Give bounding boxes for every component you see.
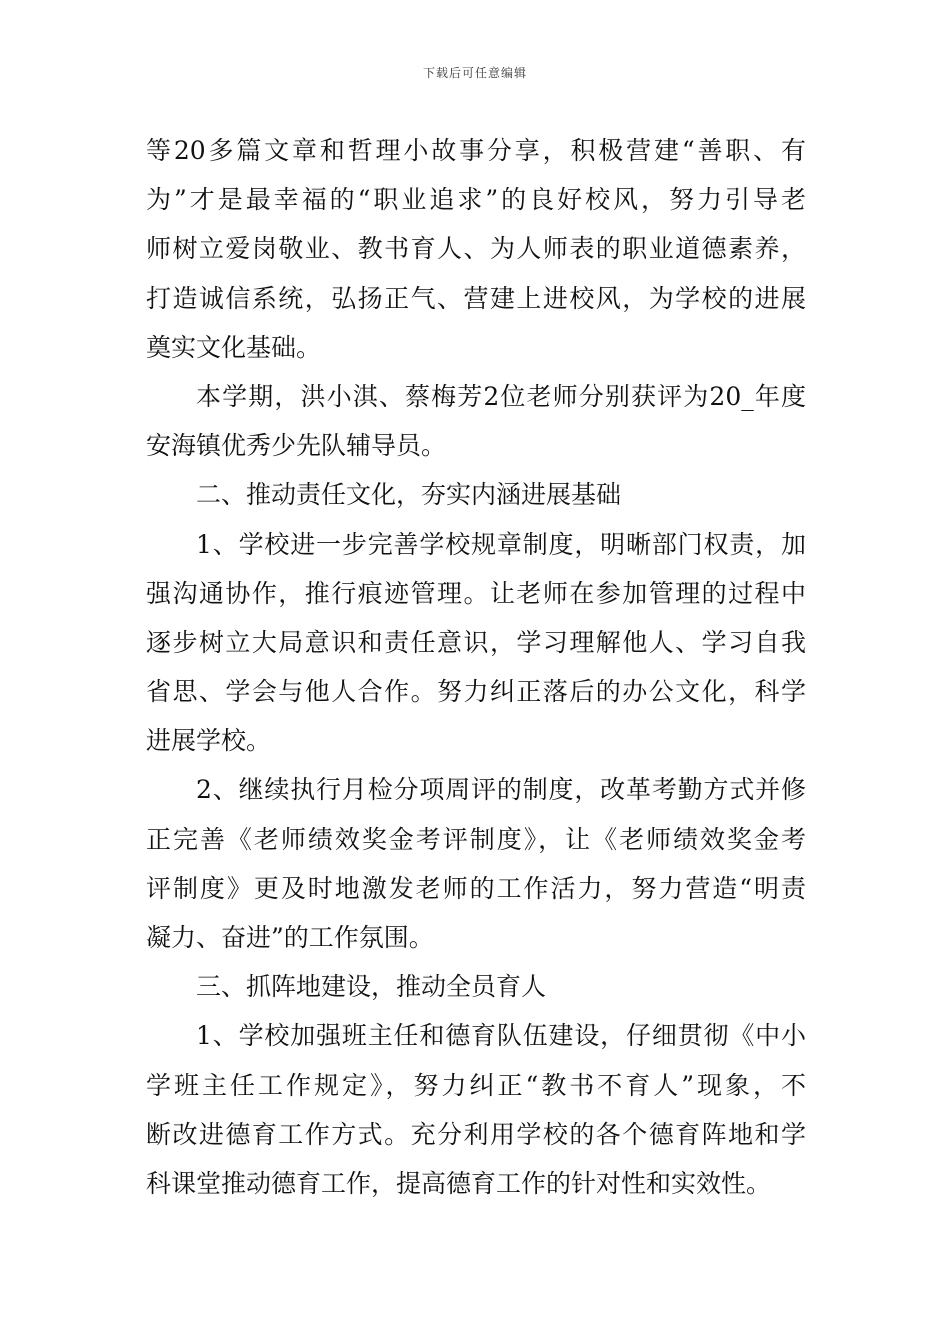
text-line-14: 2、继续执行月检分项周评的制度，改革考勤方式并修 — [196, 775, 806, 805]
text-line-16: 评制度》更及时地激发老师的工作活力，努力营造“明责 — [146, 873, 806, 903]
page-header: 下载后可任意编辑 — [422, 66, 527, 80]
text-line-22: 科课堂推动德育工作，提高德育工作的针对性和实效性。 — [146, 1168, 772, 1198]
text-line-13: 进展学校。 — [146, 726, 272, 756]
text-line-12: 省思、学会与他人合作。努力纠正落后的办公文化，科学 — [146, 677, 806, 707]
text-line-2: 为”才是最幸福的“职业追求”的良好校风，努力引导老 — [146, 185, 806, 215]
text-line-1: 等20多篇文章和哲理小故事分享，积极营建“善职、有 — [146, 136, 806, 165]
text-line-10: 强沟通协作，推行痕迹管理。让老师在参加管理的过程中 — [146, 578, 806, 608]
text-line-7: 安海镇优秀少先队辅导员。 — [146, 431, 447, 461]
section-heading-2: 二、推动责任文化，夯实内涵进展基础 — [196, 480, 622, 510]
text-line-21: 断改进德育工作方式。充分利用学校的各个德育阵地和学 — [146, 1119, 806, 1149]
text-line-15: 正完善《老师绩效奖金考评制度》，让《老师绩效奖金考 — [146, 824, 806, 854]
section-heading-3: 三、抓阵地建设，推动全员育人 — [196, 972, 547, 1002]
text-line-11: 逐步树立大局意识和责任意识，学习理解他人、学习自我 — [146, 627, 806, 657]
text-line-19: 1、学校加强班主任和德育队伍建设，仔细贯彻《中小 — [196, 1021, 806, 1051]
document-body — [146, 126, 806, 1208]
text-line-3: 师树立爱岗敬业、教书育人、为人师表的职业道德素养， — [146, 234, 806, 264]
text-line-17: 凝力、奋进”的工作氛围。 — [146, 923, 434, 952]
text-line-9: 1、学校进一步完善学校规章制度，明晰部门权责，加 — [196, 529, 806, 559]
text-line-6: 本学期，洪小淇、蔡梅芳2位老师分别获评为20_年度 — [196, 381, 806, 411]
text-line-5: 奠实文化基础。 — [146, 332, 322, 362]
text-line-4: 打造诚信系统，弘扬正气、营建上进校风，为学校的进展 — [146, 283, 806, 313]
text-line-20: 学班主任工作规定》，努力纠正“教书不育人”现象，不 — [146, 1070, 806, 1100]
